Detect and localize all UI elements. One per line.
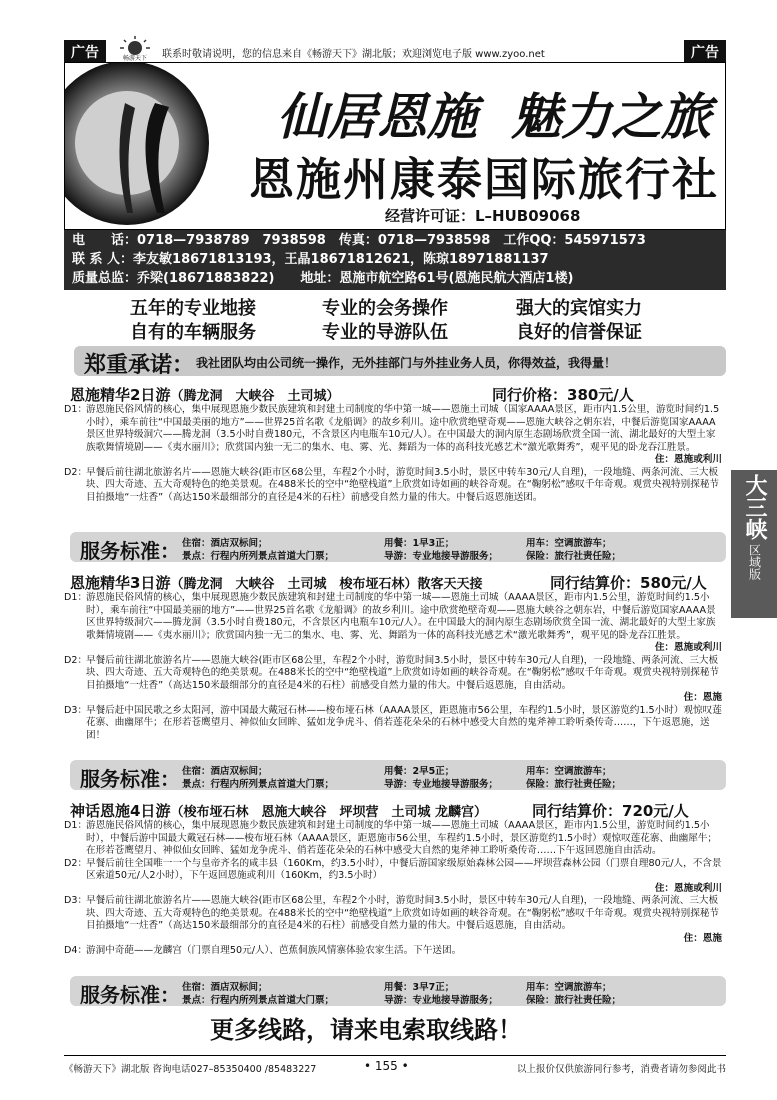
magazine-logo — [112, 35, 158, 61]
service-item: 保险：旅行社责任险； — [526, 779, 622, 790]
itinerary-day: D3： 早餐后前往湖北旅游名片——恩施大峡谷(距市区68公里，车程2个小时，游览时间3.5小时，景区中转车30元/人自理)，一段地缝、两条河流、三大板块、四大奇迹、五大奇观特色的绝美景观。在488米长的空中“绝壁栈道”上欣赏如诗如画的峡谷奇观。在“鞠躬松”感叹千年奇观。观赏央视特别探秘节目拍摄地“一炷香”（高达150米最细部分的直径是4米的石柱）前感受自然力量的伟大。中餐后返恩施，自由活动。 住：恩施 — [64, 895, 722, 944]
feature-item: 强大的宾馆实力 — [516, 298, 642, 319]
service-title: 服务标准： — [80, 983, 180, 1007]
service-item: 住宿：酒店双标间； — [182, 766, 268, 777]
promise-title: 郑重承诺： — [84, 353, 195, 378]
itinerary-day: D1： 游恩施民俗风情的核心，集中展现恩施少数民族建筑和封建土司制度的华中第一城——恩施土司城（国家AAAA景区，距市内1.5公里，游览时间约1.5小时），乘车前往“中国最美丽的地方”——世界25首名歌《龙船调》的故乡利川。途中欣赏绝壁奇观——恩施大峡谷之朝东岩，中餐后游览国家AAAA景区世界特级洞穴——腾龙洞（3.5小时自费180元，不含景区内电瓶车10元/人）。在中国最大的洞内原生态剧场欣赏全国一流、湖北最好的大型土家族歌舞情境剧——《夷水丽川》；欣赏国内独一无二的集水、电、雾、光、舞蹈为一体的高科技光感艺术“激光歌舞秀”，观平见的卧龙吞江胜景。 住：恩施或利川 — [64, 404, 722, 465]
promise-bar — [74, 346, 726, 376]
tour-price: 同行结算价：720元/人 — [532, 802, 689, 820]
promise-text: 我社团队均由公司统一操作，无外挂部门与外挂业务人员，你得效益，我得量！ — [196, 356, 617, 370]
service-standard-2 — [70, 760, 726, 790]
service-item: 住宿：酒店双标间； — [182, 982, 268, 993]
itinerary-day: D4： 游洞中奇葩——龙麟宫（门票自理50元/人）、芭蕉侗族风情寨体验农家生活。下午送团。 — [64, 945, 462, 956]
tour-price: 同行价格：380元/人 — [492, 386, 634, 404]
side-tab-subtitle: 区域版 — [747, 544, 762, 580]
tour-title: 神话恩施4日游（梭布垭石林 恩施大峡谷 坪坝营 土司城 龙麟宫） — [70, 802, 487, 820]
service-item: 住宿：酒店双标间； — [182, 538, 268, 549]
tour-title: 恩施精华2日游（腾龙洞 大峡谷 土司城） — [70, 386, 340, 404]
feature-grid — [64, 292, 726, 344]
contact-address: 质量总监：乔梁(18671883822) 地址：恩施市航空路61号(恩施民航大酒店1楼) — [72, 271, 574, 286]
feature-item: 专业的会务操作 — [322, 298, 448, 319]
footer-disclaimer: 以上报价仅供旅游同行参考，消费者请勿参阅此书 — [516, 1064, 726, 1075]
hero-banner — [64, 62, 726, 230]
service-item: 用餐：2早5正； — [384, 766, 455, 777]
notice-line: 联系时敬请说明，您的信息来自《畅游天下》湖北版；欢迎浏览电子版 www.zyoo.net — [162, 49, 545, 60]
contact-phone: 电 话：0718—7938789 7938598 传真：0718—7938598 工作QQ：545971573 — [72, 233, 646, 248]
service-item: 用车：空调旅游车； — [526, 982, 612, 993]
contact-persons: 联 系 人：李友敏18671813193，王晶18671812621，陈琼18971881137 — [72, 252, 549, 267]
ad-tag-left: 广告 — [64, 40, 106, 64]
service-standard-1 — [70, 532, 726, 562]
service-item: 景点：行程内所列景点首道大门票； — [182, 779, 335, 790]
service-item: 导游：专业地接导游服务； — [384, 551, 499, 562]
footer-contact: 《畅游天下》湖北版 咨询电话027–85350400 /85483227 — [64, 1064, 317, 1075]
feature-item: 良好的信誉保证 — [516, 322, 642, 343]
service-item: 导游：专业地接导游服务； — [384, 995, 499, 1006]
service-item: 景点：行程内所列景点首道大门票； — [182, 551, 335, 562]
agency-name: 恩施州康泰国际旅行社 — [249, 153, 720, 206]
service-standard-3 — [70, 976, 726, 1006]
tour-4day — [64, 798, 726, 958]
slogan-1: 仙居恩施 — [277, 87, 477, 146]
page-number: • 155 • — [364, 1059, 409, 1073]
service-item: 用车：空调旅游车； — [526, 766, 612, 777]
tour-price: 同行结算价：580元/人 — [550, 574, 707, 592]
service-item: 用车：空调旅游车； — [526, 538, 612, 549]
ad-tag-right: 广告 — [684, 40, 726, 64]
feature-item: 专业的导游队伍 — [322, 322, 448, 343]
itinerary-day: D2： 早餐后前往全国唯一一个与皇帝齐名的咸丰县（160Km，约3.5小时），中餐后游国家级原始森林公园——坪坝营森林公园（门票自理80元/人，不含景区索道50元/人2小时），下午返回恩施或利川（160Km，约3.5小时） 住：恩施或利川 — [64, 857, 722, 894]
page-footer — [64, 1055, 726, 1077]
tour-3day — [64, 570, 726, 742]
itinerary-day: D2： 早餐后前往湖北旅游名片——恩施大峡谷(距市区68公里，车程2个小时，游览时间3.5小时，景区中转车30元/人自理)，一段地缝、两条河流、三大板块、四大奇迹、五大奇观特色的绝美景观。在488米长的空中“绝壁栈道”上欣赏如诗如画的峡谷奇观。在“鞠躬松”感叹千年奇观。观赏央视特别探秘节目拍摄地“一炷香”（高达150米最细部分的直径是4米的石柱）前感受自然力量的伟大。中餐后返恩施，自由活动。 住：恩施 — [64, 654, 722, 703]
contact-block — [64, 230, 726, 290]
logo-text: 畅游天下 — [122, 55, 148, 61]
tour-2day — [64, 382, 726, 504]
tour-title: 恩施精华3日游（腾龙洞 大峡谷 土司城 梭布垭石林）散客天天接 — [70, 574, 483, 592]
itinerary-day: D1： 游恩施民俗风情的核心，集中展现恩施少数民族建筑和封建土司制度的华中第一城——恩施土司城（AAAA景区，距市内1.5公里，游览时间约1.5小时），中餐后游中国最大戴冠石林——梭布垭石林（AAAA景区，距恩施市56公里，车程约1.5小时，景区游览约1.5小时）观惊叹莲花寨、曲幽犀牛；在形若苍鹰望月、神似仙女回眸、猛如龙争虎斗、俏若莲花朵朵的石林中感受大自然的鬼斧神工聆听桑传奇……下午返回恩施自由活动。 — [64, 820, 718, 856]
service-title: 服务标准： — [80, 767, 180, 791]
side-tab-title: 大三峡 — [742, 474, 767, 540]
service-item: 导游：专业地接导游服务； — [384, 779, 499, 790]
side-tab — [731, 470, 777, 618]
itinerary-day: D3： 早餐后赶中国民歌之乡太阳河，游中国最大戴冠石林——梭布垭石林（AAAA景区，距恩施市56公里，车程约1.5小时，景区游览约1.5小时）观惊叹莲花寨、曲幽犀牛；在形若苍鹰望月、神似仙女回眸、猛如龙争虎斗、俏若莲花朵朵的石林中感受大自然的鬼斧神工聆听桑传奇……，下午返恩施，送团！ — [64, 704, 722, 741]
itinerary-day: D2： 早餐后前往湖北旅游名片——恩施大峡谷(距市区68公里，车程2个小时，游览时间3.5小时，景区中转车30元/人自理)，一段地缝、两条河流、三大板块、四大奇迹、五大奇观特色的绝美景观。在488米长的空中“绝壁栈道”上欣赏如诗如画的峡谷奇观。在“鞠躬松”感叹千年奇观。观赏央视特别探秘节目拍摄地“一炷香”（高达150米最细部分的直径是4米的石柱）前感受自然力量的伟大。中餐后返恩施送团。 — [64, 466, 720, 503]
slogan-2: 魅力之旅 — [511, 87, 711, 146]
service-item: 用餐：3早7正； — [384, 982, 455, 993]
service-item: 景点：行程内所列景点首道大门票； — [182, 995, 335, 1006]
more-routes-banner: 更多线路，请来电索取线路！ — [210, 1016, 522, 1044]
service-title: 服务标准： — [80, 539, 180, 563]
feature-item: 自有的车辆服务 — [130, 322, 256, 343]
service-item: 用餐：1早3正； — [384, 538, 455, 549]
service-item: 保险：旅行社责任险； — [526, 995, 622, 1006]
license-number: 经营许可证：L–HUB09068 — [385, 207, 581, 225]
feature-item: 五年的专业地接 — [130, 298, 256, 319]
service-item: 保险：旅行社责任险； — [526, 551, 622, 562]
eye-emblem — [65, 63, 245, 230]
itinerary-day: D1： 游恩施民俗风情的核心，集中展现恩施少数民族建筑和封建土司制度的华中第一城——恩施土司城（AAAA景区，距市内1.5公里，游览时间约1.5小时），乘车前往“中国最美丽的地方”——世界25首名歌《龙船调》的故乡利川。途中欣赏绝壁奇观——恩施大峡谷之朝东岩，中餐后游览国家AAAA景区世界特级洞穴——腾龙洞（3.5小时自费180元，不含景区内电瓶车10元/人）。在中国最大的洞内原生态剧场欣赏全国一流、湖北最好的大型土家族歌舞情境剧——《夷水丽川》；欣赏国内独一无二的集水、电、雾、光、舞蹈为一体的高科技光感艺术“激光歌舞秀”，观平见的卧龙吞江胜景。 住：恩施或利川 — [64, 592, 722, 653]
